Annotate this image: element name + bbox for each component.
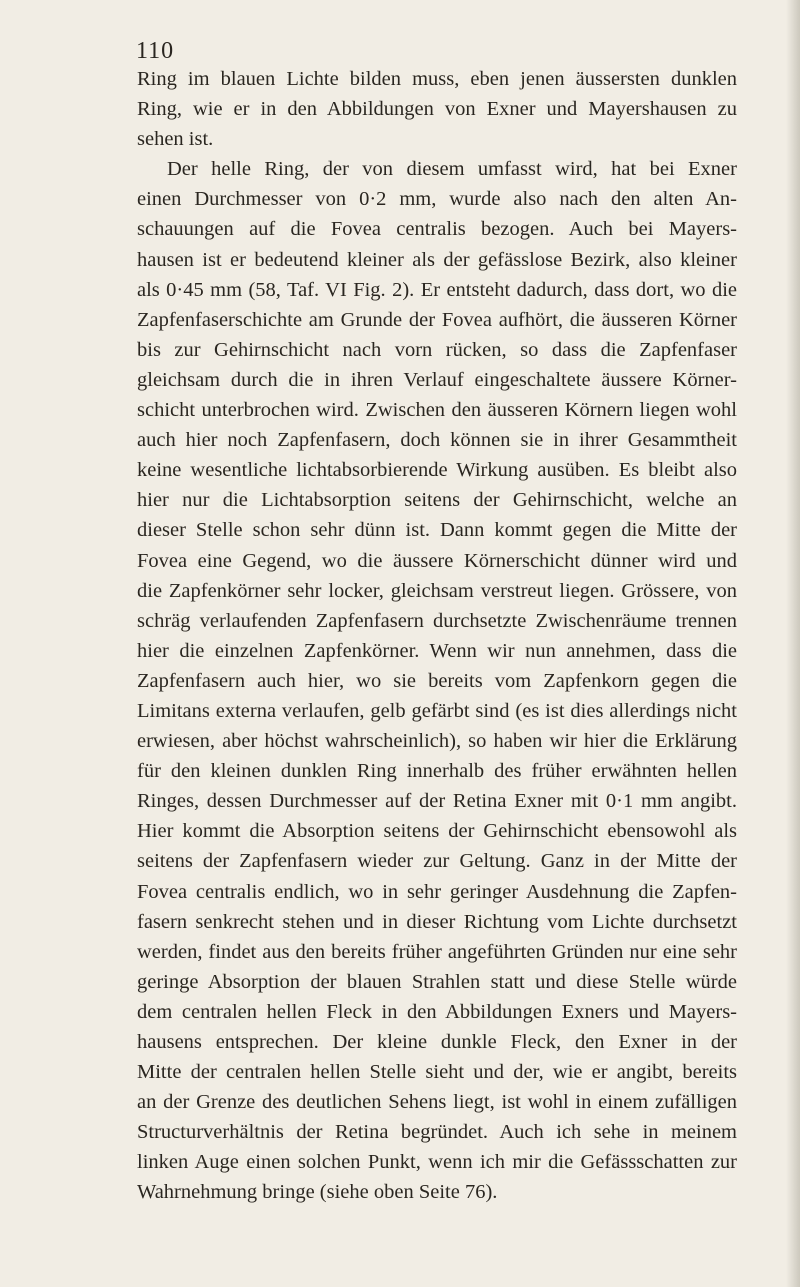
text-line: für den kleinen dunklen Ring innerhalb des früher erwähnten hellen (137, 760, 737, 783)
text-line: seitens der Zapfenfasern wieder zur Geltung. Ganz in der Mitte der (137, 850, 737, 873)
text-line: als 0·45 mm (58, Taf. VI Fig. 2). Er entsteht dadurch, dass dort, wo die (137, 278, 737, 301)
text-line: an der Grenze des deutlichen Sehens liegt, ist wohl in einem zufälligen (137, 1091, 737, 1114)
text-line: dieser Stelle schon sehr dünn ist. Dann kommt gegen die Mitte der (137, 519, 737, 542)
text-line: die Zapfenkörner sehr locker, gleichsam verstreut liegen. Grössere, von (137, 579, 737, 602)
text-line: Limitans externa verlaufen, gelb gefärbt sind (es ist dies allerdings nicht (137, 699, 737, 722)
text-line: werden, findet aus den bereits früher angeführten Gründen nur eine sehr (137, 940, 737, 963)
text-line: gleichsam durch die in ihren Verlauf eingeschaltete äussere Körner- (137, 368, 737, 391)
text-line: hier nur die Lichtabsorption seitens der Gehirnschicht, welche an (137, 489, 737, 512)
text-line: einen Durchmesser von 0·2 mm, wurde also nach den alten An- (137, 188, 737, 211)
text-line: geringe Absorption der blauen Strahlen statt und diese Stelle würde (137, 970, 737, 993)
text-line: Der helle Ring, der von diesem umfasst wird, hat bei Exner (167, 158, 737, 181)
text-line: schauungen auf die Fovea centralis bezogen. Auch bei Mayers- (137, 218, 737, 241)
text-line: bis zur Gehirnschicht nach vorn rücken, so dass die Zapfenfaser (137, 338, 737, 361)
page-number: 110 (136, 38, 175, 64)
text-line: keine wesentliche lichtabsorbierende Wirkung ausüben. Es bleibt also (137, 459, 737, 482)
text-line: schicht unterbrochen wird. Zwischen den äusseren Körnern liegen wohl (137, 399, 737, 422)
text-line: hausens entsprechen. Der kleine dunkle Fleck, den Exner in der (137, 1031, 737, 1053)
text-line: hausen ist er bedeutend kleiner als der gefässlose Bezirk, also kleiner (137, 248, 737, 271)
text-line: schräg verlaufenden Zapfenfasern durchsetzte Zwischenräume trennen (137, 609, 737, 632)
text-line: Structurverhältnis der Retina begründet. Auch ich sehe in meinem (137, 1121, 737, 1144)
text-line: Ring im blauen Lichte bilden muss, eben jenen äussersten dunklen (137, 68, 737, 90)
text-line: linken Auge einen solchen Punkt, wenn ich mir die Gefässschatten zur (137, 1151, 737, 1174)
page-edge-shadow (786, 0, 800, 1287)
text-line: auch hier noch Zapfenfasern, doch können sie in ihrer Gesammtheit (137, 429, 737, 452)
text-line: Zapfenfasern auch hier, wo sie bereits vom Zapfenkorn gegen die (137, 669, 737, 692)
text-line: Zapfenfaserschichte am Grunde der Fovea aufhört, die äusseren Körner (137, 308, 737, 331)
text-line: dem centralen hellen Fleck in den Abbildungen Exners und Mayers- (137, 1000, 737, 1023)
text-line: Fovea centralis endlich, wo in sehr geringer Ausdehnung die Zapfen- (137, 880, 737, 903)
body-text (137, 64, 737, 1208)
text-line: Ring, wie er in den Abbildungen von Exner und Mayershausen zu (137, 98, 737, 121)
text-line: erwiesen, aber höchst wahrscheinlich), so haben wir hier die Erklärung (137, 730, 737, 753)
text-line: Ringes, dessen Durchmesser auf der Retina Exner mit 0·1 mm angibt. (137, 790, 737, 813)
text-line: fasern senkrecht stehen und in dieser Richtung vom Lichte durchsetzt (137, 910, 737, 933)
text-line: Mitte der centralen hellen Stelle sieht und der, wie er angibt, bereits (137, 1061, 737, 1084)
text-line: sehen ist. (137, 128, 214, 151)
text-line: hier die einzelnen Zapfenkörner. Wenn wir nun annehmen, dass die (137, 639, 737, 662)
text-line: Fovea eine Gegend, wo die äussere Körnerschicht dünner wird und (137, 549, 737, 572)
text-line: Hier kommt die Absorption seitens der Gehirnschicht ebensowohl als (137, 820, 737, 843)
text-line: Wahrnehmung bringe (siehe oben Seite 76). (137, 1181, 498, 1204)
